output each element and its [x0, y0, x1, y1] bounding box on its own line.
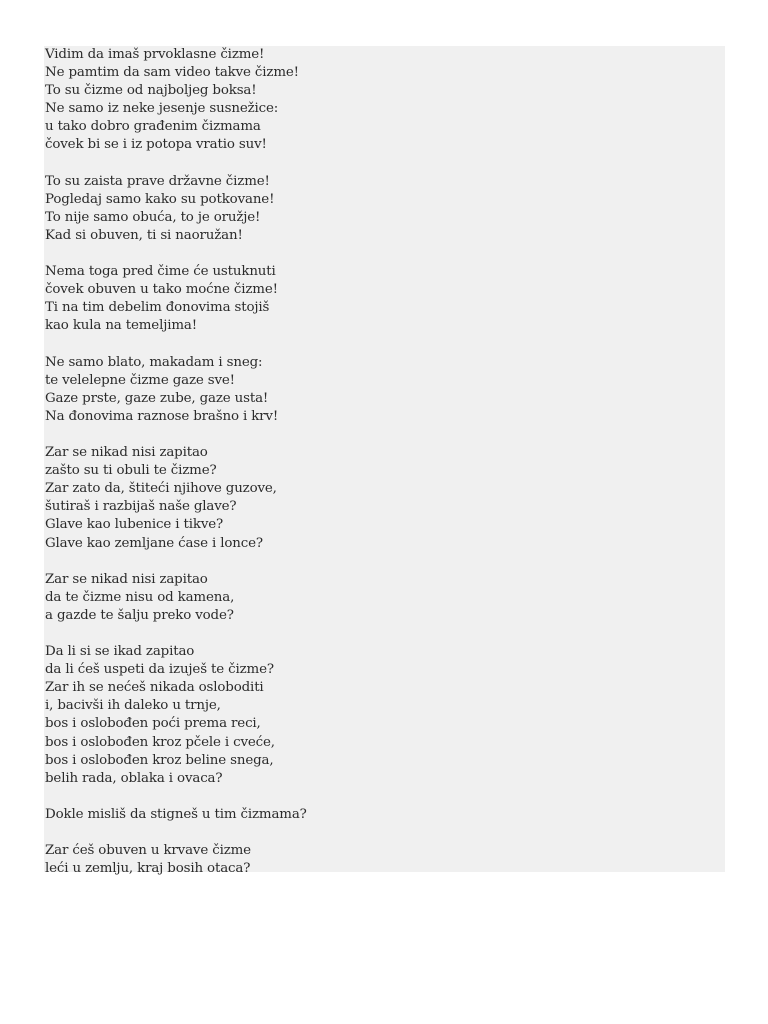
poem-stanza [45, 173, 307, 245]
poem-line: Gaze prste, gaze zube, gaze usta! [45, 390, 269, 406]
poem-panel [44, 46, 725, 877]
poem-line: Vidim da imaš prvoklasne čizme! [45, 47, 265, 62]
poem-line: Zar ćeš obuven u krvave čizme [45, 843, 251, 859]
poem-line: Kad si obuven, ti si naoružan! [45, 227, 243, 243]
poem-line: u tako dobro građenim čizmama [45, 119, 261, 135]
poem-line: te velelepne čizme gaze sve! [45, 372, 235, 388]
poem-line: Na đonovima raznose brašno i krv! [45, 408, 279, 424]
poem-stanza [45, 842, 307, 878]
poem-line: i, bacivši ih daleko u trnje, [45, 698, 221, 714]
poem-line: kao kula na temeljima! [45, 318, 197, 334]
poem-line: belih rada, oblaka i ovaca? [45, 770, 223, 786]
poem-line: zašto su ti obuli te čizme? [45, 463, 217, 479]
poem-line: da li ćeš uspeti da izuješ te čizme? [45, 662, 274, 678]
poem-line: Ne samo iz neke jesenje susnežice: [45, 101, 279, 117]
poem-line: Zar ih se nećeš nikada osloboditi [45, 680, 264, 696]
poem-line: Ne samo blato, makadam i sneg: [45, 354, 263, 370]
poem-stanza [45, 643, 307, 788]
poem-stanza [45, 444, 307, 553]
poem-line: Da li si se ikad zapitao [45, 644, 195, 660]
poem-line: Glave kao lubenice i tikve? [45, 517, 224, 533]
poem-line: Ne pamtim da sam video takve čizme! [45, 65, 299, 81]
poem-line: To su zaista prave državne čizme! [45, 173, 270, 189]
poem-line: bos i oslobođen poći prema reci, [45, 716, 261, 732]
poem-line: Ti na tim debelim đonovima stojiš [45, 300, 270, 316]
poem-line: šutiraš i razbijaš naše glave? [45, 499, 237, 515]
poem-stanza [45, 263, 307, 335]
poem-line: To nije samo obuća, to je oružje! [45, 209, 261, 225]
poem-line: da te čizme nisu od kamena, [45, 589, 235, 605]
poem-line: bos i oslobođen kroz pčele i cveće, [45, 734, 275, 750]
poem-line: čovek bi se i iz potopa vratio suv! [45, 137, 267, 153]
poem-stanza [45, 806, 307, 824]
poem-line: bos i oslobođen kroz beline snega, [45, 752, 274, 768]
poem-line: Dokle misliš da stigneš u tim čizmama? [45, 806, 307, 822]
poem-line: Pogledaj samo kako su potkovane! [45, 191, 275, 207]
poem-stanza [45, 571, 307, 625]
poem-line: a gazde te šalju preko vode? [45, 607, 234, 623]
poem-line: To su čizme od najboljeg boksa! [45, 83, 257, 99]
poem-line: Zar zato da, štiteći njihove guzove, [45, 481, 277, 497]
poem-line: Glave kao zemljane ćase i lonce? [45, 535, 263, 551]
poem-text [45, 46, 307, 896]
poem-stanza [45, 46, 307, 155]
poem-stanza [45, 354, 307, 426]
poem-line: Zar se nikad nisi zapitao [45, 571, 208, 587]
poem-line: Zar se nikad nisi zapitao [45, 445, 208, 461]
poem-line: čovek obuven u tako moćne čizme! [45, 282, 278, 298]
poem-line: Nema toga pred čime će ustuknuti [45, 264, 276, 280]
poem-line: leći u zemlju, kraj bosih otaca? [45, 861, 251, 877]
